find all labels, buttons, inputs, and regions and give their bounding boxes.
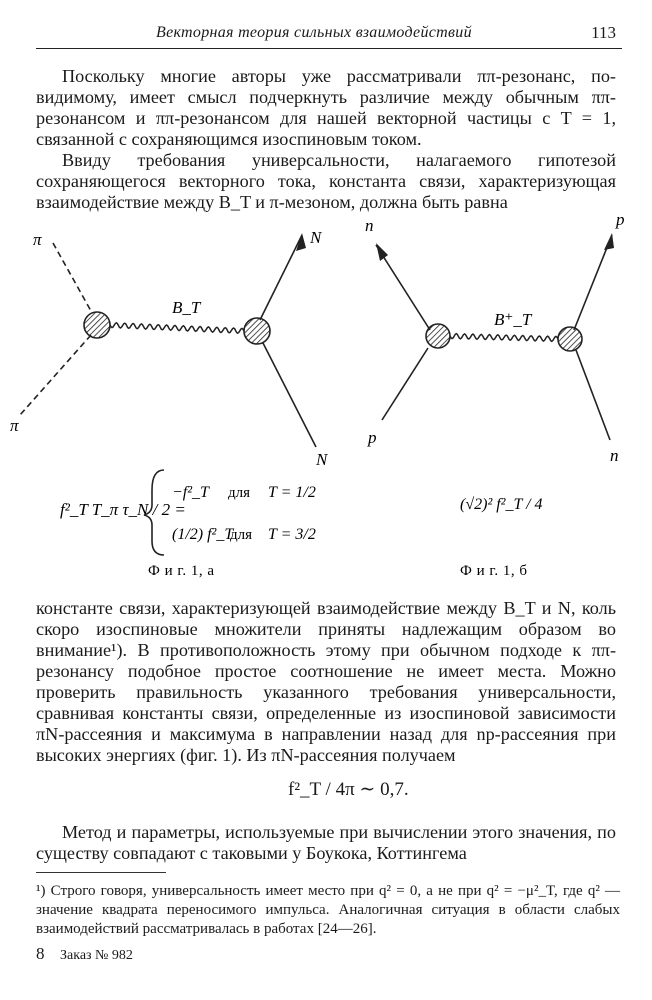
neutron-line-bottom: [576, 350, 610, 440]
page-footer: [36, 944, 133, 964]
case2-cond-word: для: [230, 527, 253, 543]
signature-mark: 8: [36, 944, 45, 963]
paragraph-4: Метод и параметры, используемые при вычислении этого значения, по существу совпадают с таковыми у Боукока, Коттингема: [36, 822, 616, 863]
paragraph-2: Ввиду требования универсальности, налагаемого гипотезой сохраняющегося векторного тока, константа связи, характеризующая взаимодействие между B_T и π-мезоном, должна быть равна: [36, 150, 616, 212]
footnote: ¹) Строго говоря, универсальность имеет место при q² = 0, а не при q² = −μ²_T, где q² — значение квадрата переносимого импульса. Аналогичная ситуация в области слабых взаимодействий рассматривалась в работах [24—26].: [36, 883, 620, 937]
case1-condition: T = 1/2: [268, 484, 316, 501]
paragraph-1: Поскольку многие авторы уже рассматривали ππ-резонанс, по-видимому, имеет смысл подчеркнуть различие между обычным ππ-резонансом и ππ-резонансом для нашей векторной частицы с T = 1, связанной с сохраняющимся изоспиновым током.: [36, 66, 616, 149]
vertex-blob-right-a: [244, 318, 270, 344]
page-header: [36, 22, 622, 49]
caption-a: Ф и г. 1, а: [148, 563, 215, 579]
vertex-blob-right-b: [558, 327, 582, 351]
vertex-blob-left-b: [426, 324, 450, 348]
label-boson-b: B⁺_T: [494, 310, 532, 329]
order-text: Заказ № 982: [60, 948, 133, 963]
nucleon-line-top: [260, 235, 302, 320]
footnote-divider: [36, 872, 166, 873]
case1-cond-word: для: [228, 485, 251, 501]
boson-wavy-line-b: [450, 334, 558, 342]
formula-ratio: f²_T / 4π ∼ 0,7.: [288, 779, 409, 800]
paragraph-3: константе связи, характеризующей взаимодействие между B_T и N, коль скоро изоспиновые множители приняты надлежащим образом во внимание¹). В противоположность этому при обычном подходе к ππ-резонансу подобное простое соотношение не имеет места. Можно проверить правильность указанного требования универсальности, сравнивая константы связи, определенные из изоспиновой зависимости πN-рассеяния и максимума в направлении назад для np-рассеяния при высоких энергиях (фиг. 1). Из πN-рассеяния получаем: [36, 598, 616, 765]
case1-value: −f²_T: [172, 484, 209, 501]
label-N-bottom: N: [316, 450, 328, 469]
diagram-a: [10, 228, 329, 579]
formula-b: (√2)² f²_T / 4: [460, 496, 543, 513]
diagram-b: [365, 215, 625, 579]
label-N-top: N: [310, 228, 322, 247]
label-n-top: n: [365, 216, 374, 235]
pion-line-top: [53, 243, 91, 311]
label-p-top: p: [616, 215, 625, 229]
label-boson-a: B_T: [172, 298, 201, 317]
label-pi-top: π: [33, 230, 42, 249]
feynman-diagrams: [0, 215, 652, 590]
arrow-head-icon: [376, 243, 388, 261]
case2-value: (1/2) f²_T: [172, 526, 234, 543]
nucleon-line-bottom: [263, 343, 316, 447]
label-p-bottom: p: [368, 428, 377, 447]
proton-line-bottom: [382, 348, 428, 420]
boson-wavy-line-a: [110, 323, 244, 333]
formula-a-lhs: f²_T T_π τ_N / 2 =: [60, 500, 186, 519]
running-title: Векторная теория сильных взаимодействий: [156, 24, 472, 41]
caption-b: Ф и г. 1, б: [460, 563, 528, 579]
pion-line-bottom: [20, 335, 91, 415]
case2-condition: T = 3/2: [268, 526, 316, 543]
label-n-bottom: n: [610, 446, 619, 465]
vertex-blob-left-a: [84, 312, 110, 338]
label-pi-bottom: π: [10, 416, 19, 435]
page-number: 113: [591, 23, 616, 42]
